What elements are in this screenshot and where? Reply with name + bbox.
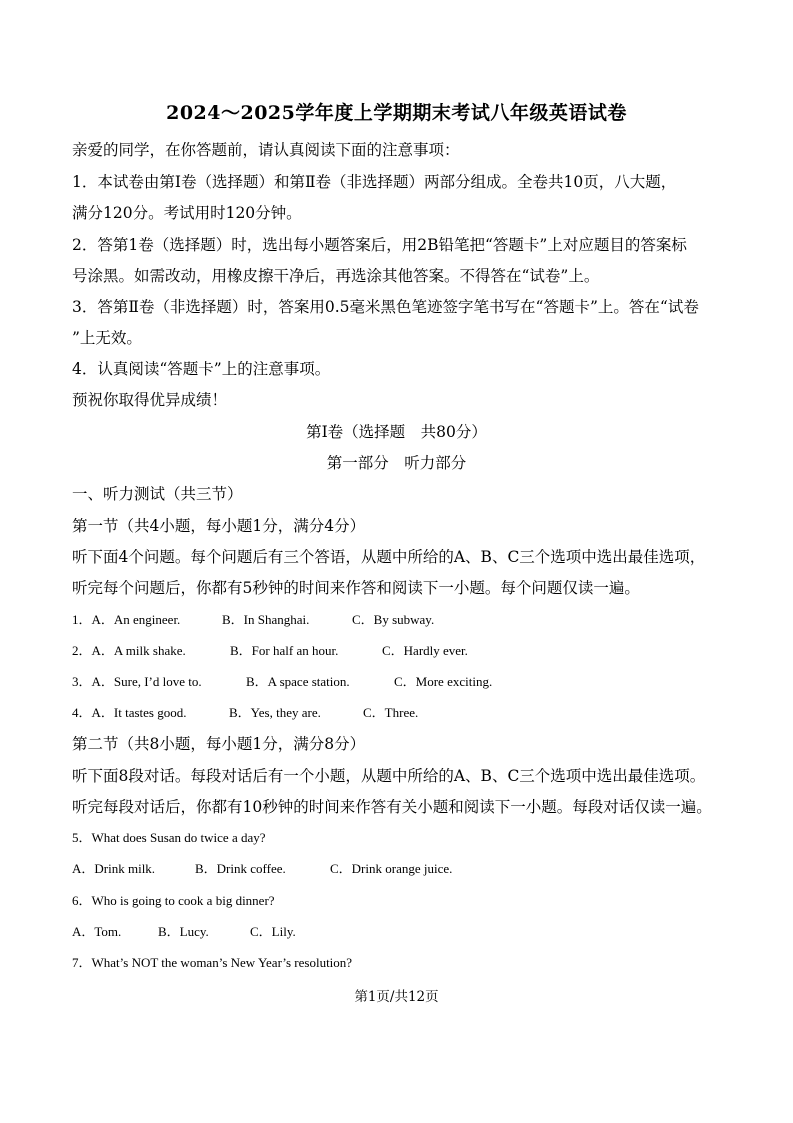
sec2-instr-line-1: 听下面8段对话。每段对话后有一个小题，从题中所给的A、B、C三个选项中选出最佳选项。 [72, 767, 706, 785]
q6-option-c: C．Lily. [250, 924, 296, 939]
exam-title: 2024～2025学年度上学期期末考试八年级英语试卷 [166, 102, 627, 124]
q6-option-a: A．Tom. [72, 924, 122, 939]
question-5: 5．What does Susan do twice a day? [72, 830, 266, 845]
question-1 [72, 609, 752, 628]
q1-option-b: B．In Shanghai. [222, 612, 310, 627]
question-6-options [72, 921, 752, 940]
q2-option-b: B．For half an hour. [230, 643, 339, 658]
q5-option-b: B．Drink coffee. [195, 861, 286, 876]
q5-option-a: A．Drink milk. [72, 861, 156, 876]
question-2 [72, 640, 752, 659]
note-3-line-2: ”上无效。 [72, 329, 142, 347]
question-3 [72, 671, 752, 690]
q6-option-b: B．Lucy. [158, 924, 209, 939]
q4-option-b: B．Yes, they are. [229, 705, 321, 720]
question-4 [72, 702, 752, 721]
intro-text: 亲爱的同学，在你答题前，请认真阅读下面的注意事项： [72, 141, 460, 159]
note-1-line-1: 1．本试卷由第Ⅰ卷（选择题）和第Ⅱ卷（非选择题）两部分组成。全卷共10页，八大题， [72, 173, 677, 191]
q3-option-c: C．More exciting. [394, 674, 493, 689]
note-1-line-2: 满分120分。考试用时120分钟。 [72, 204, 302, 222]
q4-option-a: 4．A．It tastes good. [72, 705, 187, 720]
sec2-instr-line-2: 听完每段对话后，你都有10秒钟的时间来作答有关小题和阅读下一小题。每段对话仅读一遍。 [72, 798, 712, 816]
part-1-heading: 第一部分 听力部分 [326, 454, 467, 472]
q1-option-a: 1．A．An engineer. [72, 612, 181, 627]
q5-option-c: C．Drink orange juice. [330, 861, 453, 876]
q4-option-c: C．Three. [363, 705, 419, 720]
q2-option-c: C．Hardly ever. [382, 643, 468, 658]
sec1-instr-line-2: 听完每个问题后，你都有5秒钟的时间来作答和阅读下一小题。每个问题仅读一遍。 [72, 579, 640, 597]
q1-option-c: C．By subway. [352, 612, 435, 627]
question-6: 6．Who is going to cook a big dinner? [72, 893, 275, 908]
page-number: 第1页/共12页 [354, 989, 439, 1005]
q3-option-a: 3．A．Sure, I’d love to. [72, 674, 202, 689]
note-4: 4．认真阅读“答题卡”上的注意事项。 [72, 360, 331, 378]
volume-1-heading: 第Ⅰ卷（选择题 共80分） [306, 423, 487, 441]
sec2-heading: 第二节（共8小题，每小题1分，满分8分） [72, 735, 366, 753]
q2-option-a: 2．A．A milk shake. [72, 643, 186, 658]
q3-option-b: B．A space station. [246, 674, 350, 689]
question-7: 7．What’s NOT the woman’s New Year’s resolution? [72, 955, 353, 970]
note-2-line-1: 2．答第1卷（选择题）时，选出每小题答案后，用2B铅笔把“答题卡”上对应题目的答案标 [72, 236, 687, 254]
question-5-options [72, 858, 752, 877]
sec1-heading: 第一节（共4小题，每小题1分，满分4分） [72, 517, 366, 535]
note-3-line-1: 3．答第Ⅱ卷（非选择题）时，答案用0.5毫米黑色笔迹签字笔书写在“答题卡”上。答在“试卷 [72, 298, 699, 316]
note-2-line-2: 号涂黑。如需改动，用橡皮擦干净后，再选涂其他答案。不得答在“试卷”上。 [72, 267, 600, 285]
wish-text: 预祝你取得优异成绩！ [72, 391, 228, 409]
sec1-instr-line-1: 听下面4个问题。每个问题后有三个答语，从题中所给的A、B、C三个选项中选出最佳选项， [72, 548, 706, 566]
section-heading: 一、听力测试（共三节） [72, 485, 243, 503]
